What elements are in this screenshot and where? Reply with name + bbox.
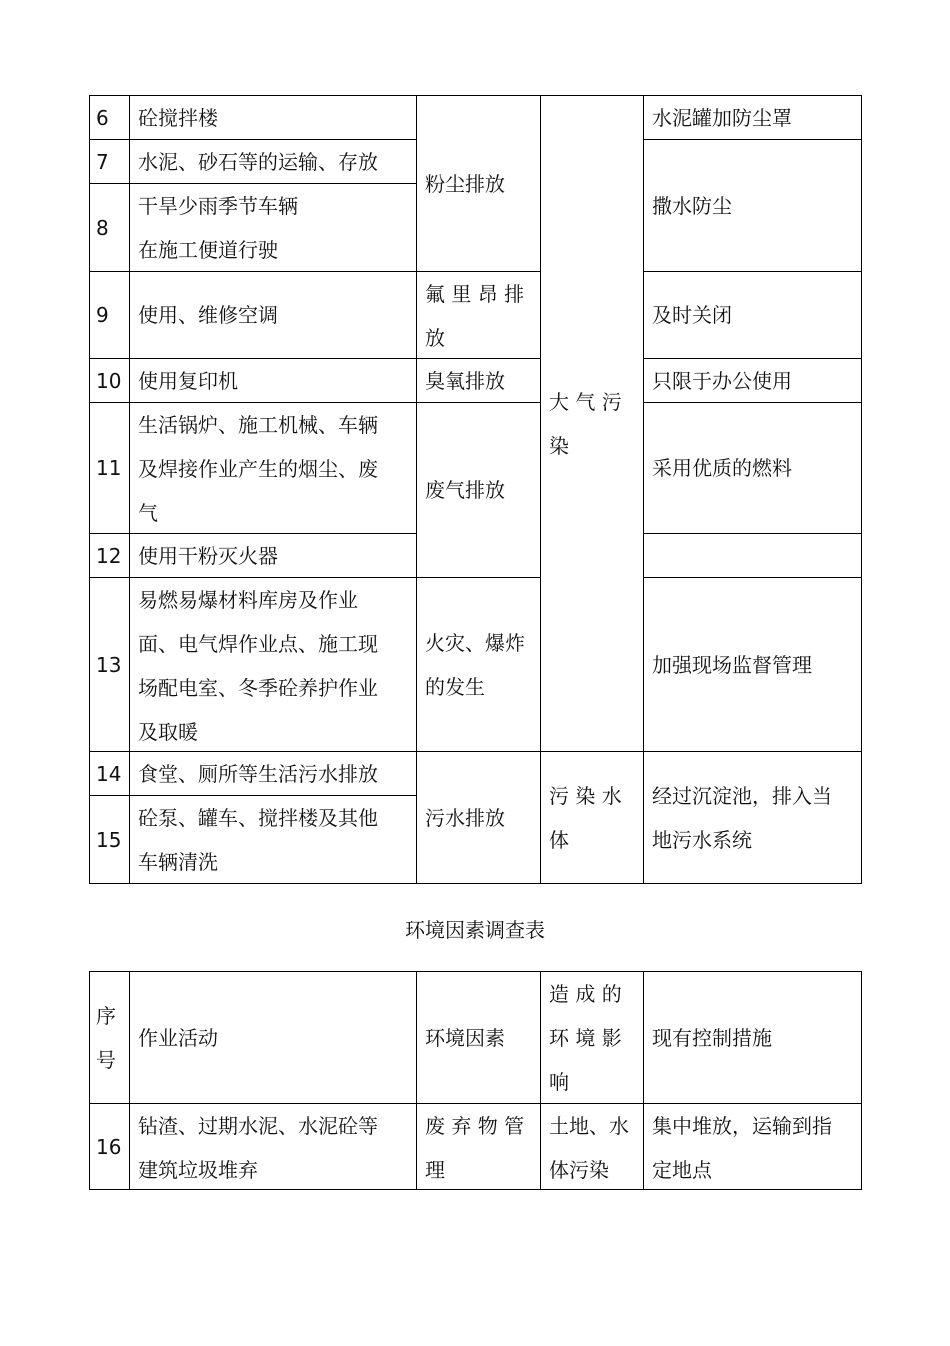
row-no-cell: [89, 95, 130, 140]
row-number: 10: [96, 369, 122, 393]
activity-cell: [129, 795, 417, 884]
factor-cell: [416, 577, 541, 752]
row-no-cell: [89, 751, 130, 796]
row-number: 7: [96, 150, 109, 174]
activity-text: 生活锅炉、施工机械、车辆: [138, 413, 378, 437]
header-text: 造 成 的: [549, 982, 622, 1006]
activity-text: 使用复印机: [138, 369, 238, 393]
activity-text: 在施工便道行驶: [138, 238, 278, 262]
activity-cell: [129, 139, 417, 184]
factor-text: 放: [425, 326, 445, 350]
header-impact-cell: [540, 971, 644, 1104]
activity-text: 易燃易爆材料库房及作业: [138, 588, 358, 612]
row-no-cell: [89, 358, 130, 403]
factor-cell-dust: [416, 95, 541, 272]
factor-cell: [416, 1103, 541, 1190]
measure-cell-water: [643, 751, 862, 884]
activity-text: 水泥、砂石等的运输、存放: [138, 150, 378, 174]
header-text: 号: [96, 1047, 116, 1072]
header-activity-cell: [129, 971, 417, 1104]
row-no-cell: [89, 183, 130, 272]
impact-cell-water: [540, 751, 644, 884]
header-text: 作业活动: [138, 1025, 218, 1050]
measure-text: 定地点: [652, 1158, 712, 1182]
factor-cell: [416, 358, 541, 403]
row-number: 13: [96, 652, 122, 677]
row-no-cell: [89, 139, 130, 184]
impact-text: 体: [549, 827, 569, 852]
activity-text: 砼泵、罐车、搅拌楼及其他: [138, 806, 378, 830]
impact-text: 土地、水: [549, 1114, 629, 1138]
factor-cell: [416, 271, 541, 359]
header-text: 现有控制措施: [652, 1025, 772, 1050]
activity-cell: [129, 271, 417, 359]
factor-cell-exhaust: [416, 402, 541, 578]
factor-text: 氟 里 昂 排: [425, 282, 525, 306]
activity-text: 场配电室、冬季砼养护作业: [138, 676, 378, 700]
table-title: 环境因素调查表: [405, 918, 545, 942]
row-number: 16: [96, 1134, 122, 1159]
activity-text: 建筑垃圾堆弃: [138, 1158, 258, 1182]
header-text: 序: [96, 1003, 116, 1028]
measure-text: 采用优质的燃料: [652, 456, 792, 480]
activity-text: 使用、维修空调: [138, 303, 278, 327]
measure-text: 加强现场监督管理: [652, 652, 812, 677]
header-text: 环境因素: [425, 1025, 505, 1050]
measure-cell: [643, 1103, 862, 1190]
row-no-cell: [89, 533, 130, 578]
impact-text: 污 染 水: [549, 783, 622, 808]
impact-text: 体污染: [549, 1158, 609, 1182]
row-number: 8: [96, 215, 109, 240]
header-no-cell: [89, 971, 130, 1104]
activity-text: 干旱少雨季节车辆: [138, 194, 298, 218]
factor-text: 污水排放: [425, 805, 505, 830]
measure-cell: [643, 577, 862, 752]
activity-text: 食堂、厕所等生活污水排放: [138, 762, 378, 786]
row-number: 9: [96, 303, 109, 327]
activity-text: 面、电气焊作业点、施工现: [138, 632, 378, 656]
header-text: 环 境 影: [549, 1026, 622, 1050]
row-number: 6: [96, 106, 109, 130]
measure-text: 只限于办公使用: [652, 369, 792, 393]
activity-cell: [129, 533, 417, 578]
factor-text: 臭氧排放: [425, 369, 505, 393]
measure-cell: [643, 358, 862, 403]
measure-cell: [643, 139, 862, 272]
header-factor-cell: [416, 971, 541, 1104]
activity-cell: [129, 1103, 417, 1190]
impact-text: 染: [549, 433, 569, 458]
measure-text: 及时关闭: [652, 303, 732, 327]
activity-cell: [129, 402, 417, 534]
activity-text: 及取暖: [138, 720, 198, 744]
header-measure-cell: [643, 971, 862, 1104]
activity-cell: [129, 183, 417, 272]
row-number: 11: [96, 456, 122, 480]
measure-cell: [643, 533, 862, 578]
row-no-cell: [89, 795, 130, 884]
measure-cell: [643, 402, 862, 534]
row-number: 12: [96, 544, 122, 568]
factor-text: 粉尘排放: [425, 171, 505, 196]
activity-cell: [129, 577, 417, 752]
activity-cell: [129, 95, 417, 140]
measure-cell: [643, 95, 862, 140]
row-number: 15: [96, 827, 122, 852]
impact-cell-air: [540, 95, 644, 752]
activity-text: 及焊接作业产生的烟尘、废: [138, 457, 378, 481]
activity-cell: [129, 358, 417, 403]
activity-text: 砼搅拌楼: [138, 106, 218, 130]
factor-text: 理: [425, 1158, 445, 1182]
measure-text: 集中堆放，运输到指: [652, 1114, 832, 1138]
factor-text: 废气排放: [425, 478, 505, 502]
activity-text: 车辆清洗: [138, 850, 218, 874]
activity-cell: [129, 751, 417, 796]
activity-text: 气: [138, 501, 158, 525]
factor-text: 的发生: [425, 674, 485, 699]
row-no-cell: [89, 577, 130, 752]
measure-text: 经过沉淀池，排入当: [652, 783, 832, 808]
row-number: 14: [96, 762, 122, 786]
measure-cell: [643, 271, 862, 359]
activity-text: 钻渣、过期水泥、水泥砼等: [138, 1114, 378, 1138]
factor-text: 火灾、爆炸: [425, 630, 525, 655]
measure-text: 撒水防尘: [652, 193, 732, 218]
impact-cell: [540, 1103, 644, 1190]
factor-cell-sewage: [416, 751, 541, 884]
factor-text: 废 弃 物 管: [425, 1114, 525, 1138]
measure-text: 地污水系统: [652, 827, 752, 852]
measure-text: 水泥罐加防尘罩: [652, 106, 792, 130]
row-no-cell: [89, 1103, 130, 1190]
header-text: 响: [549, 1070, 569, 1094]
impact-text: 大 气 污: [549, 389, 622, 414]
row-no-cell: [89, 271, 130, 359]
activity-text: 使用干粉灭火器: [138, 544, 278, 568]
row-no-cell: [89, 402, 130, 534]
